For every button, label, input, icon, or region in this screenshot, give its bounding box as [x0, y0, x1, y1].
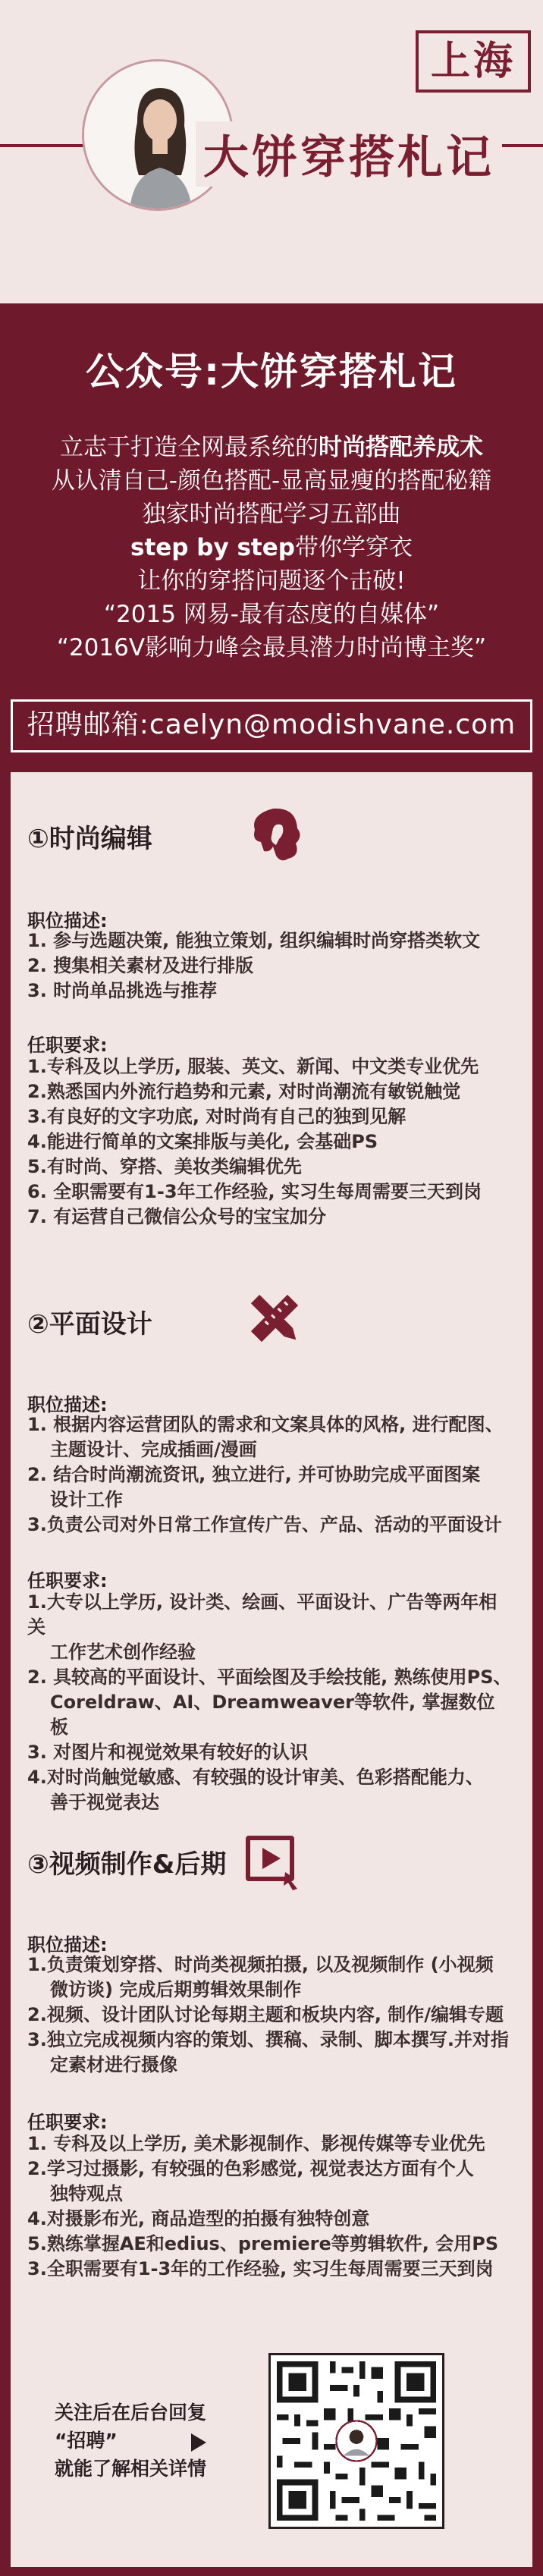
list-item: 7. 有运营自己微信公众号的宝宝加分 [27, 1206, 327, 1227]
city-badge: 上海 [416, 30, 531, 93]
req-label-editor: 任职要求: [27, 1035, 108, 1056]
list-item-cont: 主题设计、完成插画/漫画 [50, 1439, 257, 1460]
list-item-text: 1.负责策划穿搭、时尚类视频拍摄, 以及视频制作 (小视频 [27, 1954, 494, 1975]
qr-code[interactable] [268, 2353, 444, 2529]
list-item: 3. 对图片和视觉效果有较好的认识 [27, 1742, 309, 1763]
list-item [27, 1412, 513, 1462]
header-banner [0, 0, 543, 303]
slogan-step-rest: 带你学穿衣 [294, 534, 413, 561]
duty-label-video: 职位描述: [27, 1934, 108, 1956]
brand-title: 大饼穿搭札记 [196, 121, 502, 187]
slogan-line-2: 从认清自己-颜色搭配-显高显瘦的搭配秘籍 [51, 467, 492, 495]
list-item: 3. 时尚单品挑选与推荐 [27, 980, 218, 1001]
pencil-ruler-icon [243, 1286, 306, 1350]
list-item [27, 1590, 513, 1665]
list-item [27, 1487, 513, 1513]
list-item: 6. 全职需要有1-3年工作经验, 实习生每周需要三天到岗 [27, 1181, 482, 1202]
duty-list-video [27, 1952, 513, 2078]
list-item-cont: 善于视觉表达 [50, 1792, 159, 1813]
section-title-video: ③视频制作&后期 [27, 1849, 227, 1880]
list-item: 2. 结合时尚潮流资讯, 独立进行, 并可协助完成平面图案 [27, 1464, 481, 1485]
req-list-editor [27, 1054, 513, 1230]
list-item-cont: Coreldraw、AI、Dreamweaver等软件, 掌握数位板 [50, 1692, 495, 1738]
arrow-right-icon [191, 2433, 206, 2452]
list-item: 1. 专科及以上学历, 美术影视制作、影视传媒等专业优先 [27, 2133, 485, 2154]
list-item: 5.有时尚、穿搭、美妆类编辑优先 [27, 1156, 302, 1177]
list-item: 1. 参与选题决策, 能独立策划, 组织编辑时尚穿搭类软文 [27, 930, 481, 951]
section-title-editor: ①时尚编辑 [27, 824, 152, 854]
list-item [27, 1952, 513, 2003]
qr-code-icon [271, 2355, 442, 2527]
list-item: 2.视频、设计团队讨论每期主题和板块内容, 制作/编辑专题 [27, 2004, 504, 2025]
list-item-cont: 工作艺术创作经验 [50, 1641, 196, 1663]
req-label-design: 任职要求: [27, 1570, 108, 1591]
list-item: 4.能进行简单的文案排版与美化, 会基础PS [27, 1131, 378, 1152]
list-item-text: 1.大专以上学历, 设计类、绘画、平面设计、广告等两年相关 [27, 1591, 497, 1638]
slogan-highlight: 时尚搭配养成术 [319, 434, 483, 461]
account-name: 公众号:大饼穿搭札记 [86, 350, 457, 394]
slogan-line-1 [0, 431, 543, 464]
list-item-text: 2.学习过摄影, 有较强的色彩感觉, 视觉表达方面有个人 [27, 2158, 474, 2179]
woman-silhouette-icon [243, 803, 306, 866]
list-item: 2.熟悉国内外流行趋势和元素, 对时尚潮流有敏锐触觉 [27, 1081, 461, 1102]
list-item: 3.全职需要有1-3年的工作经验, 实习生每周需要三天到岗 [27, 2258, 494, 2279]
list-item: 1.专科及以上学历, 服装、英文、新闻、中文类专业优先 [27, 1056, 479, 1077]
slogan-line-4 [0, 531, 543, 564]
slogan-step-bold: step by step [130, 534, 295, 561]
req-list-video [27, 2131, 513, 2282]
recruit-email[interactable]: 招聘邮箱:caelyn@modishvane.com [11, 699, 532, 752]
section-title-design: ②平面设计 [27, 1309, 152, 1340]
divider-left [0, 144, 83, 147]
list-item: 3.负责公司对外日常工作宣传广告、产品、活动的平面设计 [27, 1514, 502, 1535]
duty-label-editor: 职位描述: [27, 910, 108, 931]
list-item [27, 1765, 513, 1815]
list-item: 4.对摄影布光, 商品造型的拍摄有独特创意 [27, 2208, 370, 2229]
footer-line-2: “招聘” [55, 2430, 118, 2452]
slogan-line-5: 让你的穿搭问题逐个击破! [137, 567, 406, 595]
intro-block [0, 303, 543, 759]
req-label-video: 任职要求: [27, 2112, 108, 2133]
footer-line-3: 就能了解相关详情 [55, 2458, 207, 2480]
list-item: 3.有良好的文字功底, 对时尚有自己的独到见解 [27, 1106, 406, 1127]
slogan-line-3: 独家时尚搭配学习五部曲 [142, 501, 401, 528]
list-item-cont: 设计工作 [50, 1489, 123, 1510]
list-item-cont: 微访谈) 完成后期剪辑效果制作 [50, 1979, 302, 2000]
list-item-cont: 定素材进行摄像 [50, 2054, 177, 2075]
video-play-icon [243, 1828, 306, 1892]
list-item: 5.熟练掌握AE和edius、premiere等剪辑软件, 会用PS [27, 2233, 499, 2254]
job-card [11, 772, 532, 2567]
list-item: 2. 搜集相关素材及进行排版 [27, 955, 254, 976]
list-item-text: 1. 根据内容运营团队的需求和文案具体的风格, 进行配图、 [27, 1414, 504, 1435]
footer-line-1: 关注后在后台回复 [55, 2402, 207, 2424]
list-item-cont: 独特观点 [50, 2183, 123, 2204]
slogan-prefix: 立志于打造全网最系统的 [60, 434, 319, 461]
list-item-text: 2. 具较高的平面设计、平面绘图及手绘技能, 熟练使用PS、 [27, 1667, 512, 1688]
list-item [27, 2157, 513, 2207]
list-item [27, 2028, 513, 2078]
award-line-2: “2016V影响力峰会最具潜力时尚博主奖” [56, 634, 487, 661]
req-list-design [27, 1590, 513, 1815]
list-item-text: 3.独立完成视频内容的策划、撰稿、录制、脚本撰写.并对指 [27, 2029, 509, 2050]
duty-list-editor [27, 928, 513, 1004]
duty-label-design: 职位描述: [27, 1394, 108, 1415]
list-item [27, 1665, 513, 1740]
list-item-text: 4.对时尚触觉敏感、有较强的设计审美、色彩搭配能力、 [27, 1767, 484, 1788]
duty-list-design [27, 1412, 513, 1538]
award-line-1: “2015 网易-最有态度的自媒体” [103, 601, 440, 628]
